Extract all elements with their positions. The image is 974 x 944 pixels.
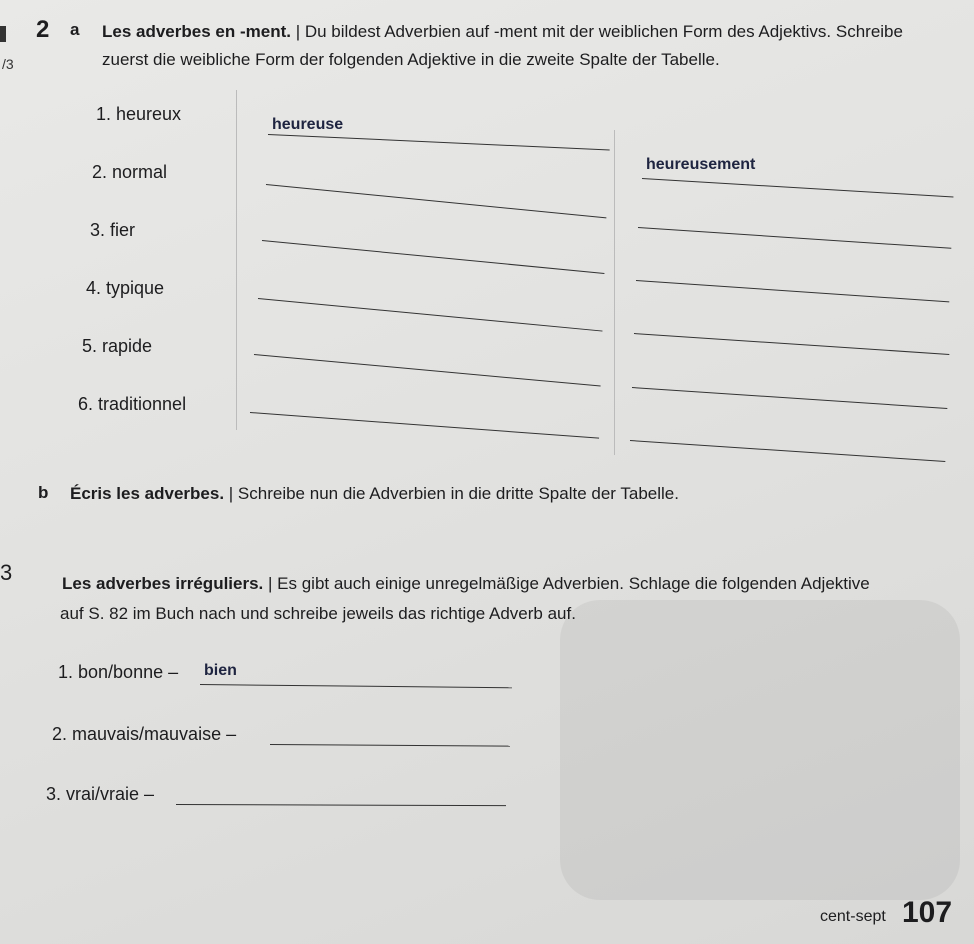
irregular-item-3: 3. vrai/vraie – — [46, 784, 155, 804]
irregular-answer-1: bien — [204, 662, 237, 679]
exercise-3-instruction-line-1 — [62, 574, 870, 594]
feminine-line-2[interactable] — [266, 184, 606, 218]
feminine-answer-1: heureuse — [272, 116, 344, 133]
part-a-instruction-text: | Du bildest Adverbien auf -ment mit der weiblichen Form des Adjektivs. Schreibe — [295, 22, 903, 41]
irregular-item-2: 2. mauvais/mauvaise – — [52, 724, 237, 744]
adjective-5: 5. rapide — [82, 336, 153, 356]
adjective-3: 3. fier — [90, 220, 136, 240]
adverb-line-6[interactable] — [630, 440, 945, 462]
background-shadow — [560, 600, 960, 900]
feminine-line-3[interactable] — [262, 240, 605, 274]
adjective-6: 6. traditionnel — [78, 394, 187, 414]
irregular-item-1: 1. bon/bonne – — [58, 662, 179, 682]
adjective-4: 4. typique — [86, 278, 165, 298]
adverb-answer-1: heureusement — [646, 156, 756, 173]
margin-tab — [0, 26, 6, 42]
adverb-line-3[interactable] — [636, 280, 949, 302]
exercise-3-instruction-line-2: auf S. 82 im Buch nach und schreibe jeweils das richtige Adverb auf. — [60, 604, 576, 623]
exercise-3-heading: Les adverbes irréguliers. — [62, 574, 264, 593]
table-column-divider-2 — [614, 130, 615, 455]
exercise-3-number: 3 — [0, 560, 13, 585]
margin-mark: /3 — [2, 56, 14, 72]
feminine-line-6[interactable] — [250, 412, 599, 439]
part-b-instruction-text: | Schreibe nun die Adverbien in die dritte Spalte der Tabelle. — [228, 484, 679, 503]
irregular-line-2[interactable] — [270, 744, 510, 747]
adjective-1: 1. heureux — [96, 104, 182, 124]
part-a-letter: a — [70, 20, 80, 39]
adverb-line-5[interactable] — [632, 387, 947, 409]
feminine-line-1[interactable] — [268, 134, 610, 151]
part-a-instruction-line-1 — [102, 22, 903, 42]
part-b-letter: b — [38, 483, 49, 502]
part-a-heading: Les adverbes en -ment. — [102, 22, 291, 41]
page-number: 107 — [902, 896, 953, 929]
feminine-line-5[interactable] — [254, 354, 601, 387]
part-a-instruction-line-2: zuerst die weibliche Form der folgenden Adjektive in die zweite Spalte der Tabelle. — [102, 50, 720, 69]
irregular-line-3[interactable] — [176, 804, 506, 806]
adverb-line-4[interactable] — [634, 333, 949, 355]
exercise-3-instruction-text: | Es gibt auch einige unregelmäßige Adverbien. Schlage die folgenden Adjektive — [268, 574, 870, 593]
page-number-word: cent-sept — [820, 908, 886, 925]
adjective-2: 2. normal — [92, 162, 168, 182]
adverb-line-1[interactable] — [642, 178, 954, 198]
table-column-divider-1 — [236, 90, 237, 430]
part-b-instruction — [70, 484, 679, 504]
adverb-line-2[interactable] — [638, 227, 951, 249]
part-b-heading: Écris les adverbes. — [70, 484, 225, 503]
irregular-line-1[interactable] — [200, 684, 512, 688]
feminine-line-4[interactable] — [258, 298, 603, 332]
exercise-2-number: 2 — [36, 16, 50, 43]
